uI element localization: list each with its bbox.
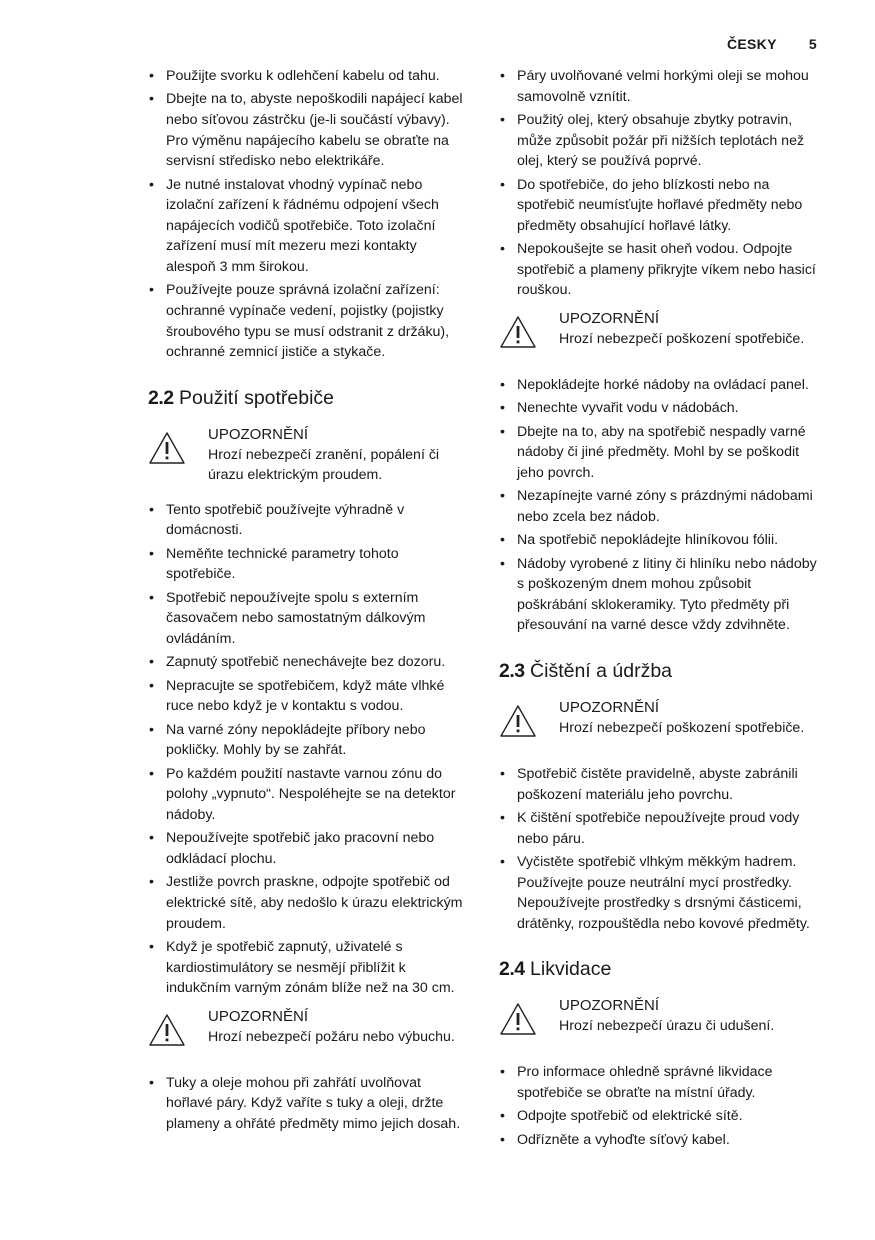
list-item: • Používejte pouze správná izolační zařízení: ochranné vypínače vedení, pojistky (pojistky šroubového typu se musí odstranit z držáku), ochranné zemnicí jističe a stykače.	[148, 280, 470, 362]
warning-triangle-icon	[499, 1002, 537, 1036]
section-title: Čištění a údržba	[530, 660, 673, 683]
warning-text: Hrozí nebezpečí požáru nebo výbuchu.	[208, 1028, 455, 1045]
language-label: ČESKY	[726, 36, 777, 52]
list-item: • Nepoužívejte spotřebič jako pracovní nebo odkládací plochu.	[148, 828, 470, 869]
warning-title: UPOZORNĚNÍ	[559, 699, 660, 717]
right-column	[499, 66, 821, 1153]
fire-list	[148, 1073, 470, 1135]
list-item: • Po každém použití nastavte varnou zónu do polohy „vypnuto“. Nespoléhejte se na detektor nádoby.	[148, 764, 470, 826]
warning-text: Hrozí nebezpečí úrazu či udušení.	[559, 1018, 775, 1035]
left-column	[148, 66, 470, 1137]
list-item: • Nenechte vyvařit vodu v nádobách.	[499, 398, 821, 419]
list-item: • Dbejte na to, abyste nepoškodili napájecí kabel nebo síťovou zástrčku (je-li součástí výbavy). Pro výměnu napájecího kabelu se obraťte na servisní středisko nebo elektrikáře.	[148, 89, 470, 171]
oil-list	[499, 66, 821, 301]
list-item: • Na varné zóny nepokládejte příbory nebo pokličky. Mohly by se zahřát.	[148, 720, 470, 761]
list-item: • K čištění spotřebiče nepoužívejte proud vody nebo páru.	[499, 808, 821, 849]
warning-text: Hrozí nebezpečí zranění, popálení či úrazu elektrickým proudem.	[208, 446, 440, 484]
section-number: 2.2	[148, 386, 174, 409]
list-item: • Je nutné instalovat vhodný vypínač nebo izolační zařízení k řádnému odpojení všech napájecích vodičů spotřebiče. Toto izolační zařízení musí mít mezeru mezi kontakty alespoň 3 mm širokou.	[148, 175, 470, 278]
warning-box	[148, 1007, 470, 1059]
warning-title: UPOZORNĚNÍ	[559, 997, 660, 1015]
list-item: • Nádoby vyrobené z litiny či hliníku nebo nádoby s poškozeným dnem mohou způsobit poškrábání sklokeramiky. Tyto předměty při přesouvání na varné desce vždy zdvihněte.	[499, 554, 821, 636]
list-item: • Tuky a oleje mohou při zahřátí uvolňovat hořlavé páry. Když vaříte s tuky a oleji, držte plameny a ohřáté předměty mimo jejich dosah.	[148, 1073, 470, 1135]
warning-title: UPOZORNĚNÍ	[559, 309, 660, 327]
warning-triangle-icon	[148, 431, 186, 465]
warning-triangle-icon	[499, 704, 537, 738]
page-number: 5	[808, 36, 817, 52]
list-item: • Dbejte na to, aby na spotřebič nespadly varné nádoby či jiné předměty. Mohl by se poškodit jeho povrch.	[499, 422, 821, 484]
list-item: • Páry uvolňované velmi horkými oleji se mohou samovolně vznítit.	[499, 66, 821, 107]
section-title: Likvidace	[530, 958, 612, 981]
list-item: • Odpojte spotřebič od elektrické sítě.	[499, 1106, 821, 1127]
warning-triangle-icon	[148, 1013, 186, 1047]
list-item: • Použitý olej, který obsahuje zbytky potravin, může způsobit požár při nižších teplotách než olej, který se používá poprvé.	[499, 110, 821, 172]
warning-box	[499, 698, 821, 750]
list-item: • Neměňte technické parametry tohoto spotřebiče.	[148, 544, 470, 585]
list-item: • Vyčistěte spotřebič vlhkým měkkým hadrem. Používejte pouze neutrální mycí prostředky. Nepoužívejte prostředky s drsnými částicemi, drátěnky, rozpouštědla nebo kovové předměty.	[499, 852, 821, 934]
list-item: • Nepokládejte horké nádoby na ovládací panel.	[499, 375, 821, 396]
cleaning-list	[499, 764, 821, 934]
section-title: Použití spotřebiče	[179, 386, 335, 409]
warning-box	[499, 309, 821, 361]
list-item: • Nepracujte se spotřebičem, když máte vlhké ruce nebo když je v kontaktu s vodou.	[148, 676, 470, 717]
warning-box	[499, 996, 821, 1048]
list-item: • Na spotřebič nepokládejte hliníkovou fólii.	[499, 530, 821, 551]
list-item: • Spotřebič čistěte pravidelně, abyste zabránili poškození materiálu jeho povrchu.	[499, 764, 821, 805]
safety-list-1	[148, 66, 470, 363]
section-number: 2.3	[499, 660, 525, 683]
warning-text: Hrozí nebezpečí poškození spotřebiče.	[559, 720, 805, 737]
list-item: • Nepokoušejte se hasit oheň vodou. Odpojte spotřebič a plameny přikryjte víkem nebo hasicí rouškou.	[499, 239, 821, 301]
warning-box	[148, 425, 470, 486]
warning-title: UPOZORNĚNÍ	[208, 1007, 309, 1025]
section-heading-2-2	[148, 385, 470, 411]
section-heading-2-4	[499, 956, 821, 982]
list-item: • Nezapínejte varné zóny s prázdnými nádobami nebo zcela bez nádob.	[499, 486, 821, 527]
list-item: • Použijte svorku k odlehčení kabelu od tahu.	[148, 66, 470, 87]
warning-title: UPOZORNĚNÍ	[208, 425, 309, 443]
list-item: • Zapnutý spotřebič nenechávejte bez dozoru.	[148, 652, 470, 673]
disposal-list	[499, 1062, 821, 1150]
section-heading-2-3	[499, 658, 821, 684]
cookware-list	[499, 375, 821, 636]
list-item: • Odřízněte a vyhoďte síťový kabel.	[499, 1130, 821, 1151]
usage-list	[148, 500, 470, 999]
page-header	[727, 36, 817, 52]
list-item: • Tento spotřebič používejte výhradně v domácnosti.	[148, 500, 470, 541]
warning-triangle-icon	[499, 315, 537, 349]
warning-text: Hrozí nebezpečí poškození spotřebiče.	[559, 330, 805, 347]
list-item: • Jestliže povrch praskne, odpojte spotřebič od elektrické sítě, aby nedošlo k úrazu elektrickým proudem.	[148, 872, 470, 934]
section-number: 2.4	[499, 958, 525, 981]
list-item: • Spotřebič nepoužívejte spolu s externím časovačem nebo samostatným dálkovým ovládáním.	[148, 588, 470, 650]
list-item: • Do spotřebiče, do jeho blízkosti nebo na spotřebič neumísťujte hořlavé předměty nebo předměty obsahující hořlavé látky.	[499, 175, 821, 237]
list-item: • Když je spotřebič zapnutý, uživatelé s kardiostimulátory se nesmějí přiblížit k indukčním varným zónám blíže než na 30 cm.	[148, 937, 470, 999]
list-item: • Pro informace ohledně správné likvidace spotřebiče se obraťte na místní úřady.	[499, 1062, 821, 1103]
